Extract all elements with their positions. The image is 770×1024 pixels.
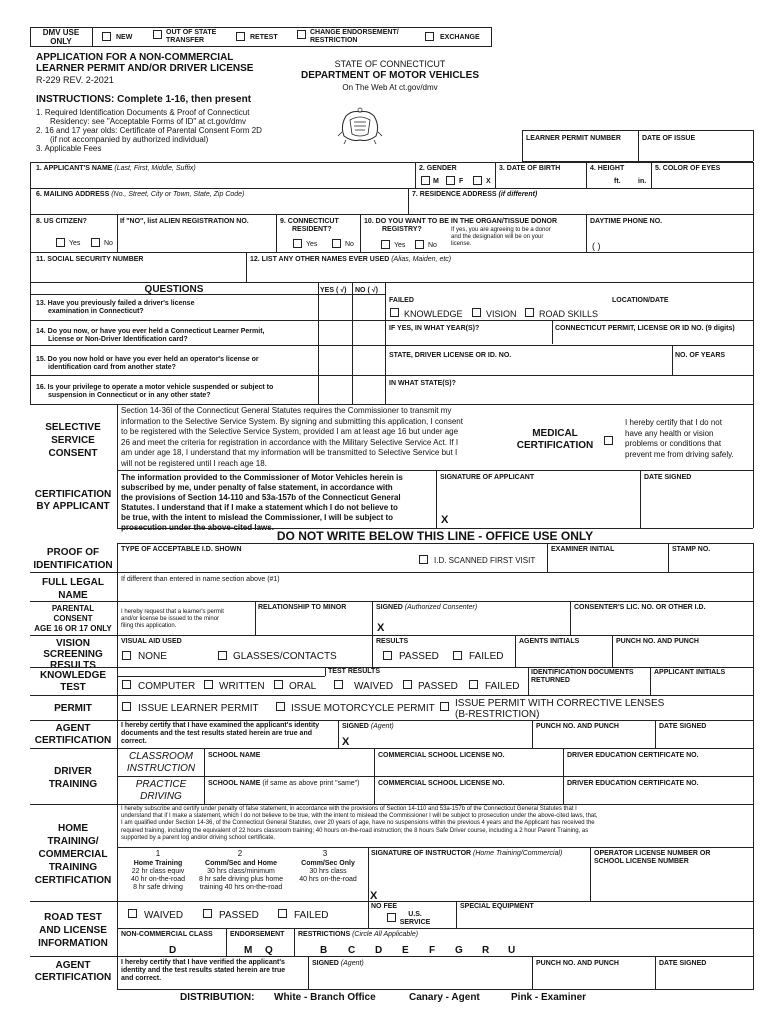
gender-m-label: M [433, 178, 439, 185]
no-fee-label: NO FEE [371, 903, 398, 910]
height-in-label: in. [638, 178, 647, 185]
issue-learner-permit-checkbox[interactable] [122, 702, 131, 711]
eye-color-label: 5. COLOR OF EYES [655, 165, 721, 172]
selective-service-text: Section 14-36l of the Connecticut General Statutes requires the Commissioner to transmit my information to the Selective Service System. By signing and submitting this application, I consent to be registered with the Selective Service System, provided I am at least age 16 but under age 26 and meet the criteria for registration in accordance with the Military Selective Service Act. If I am under age 18, I understand that my information will be transmitted to Selective Service but I will not be registered until I reach age 18. [121, 406, 463, 468]
id-scanned-checkbox[interactable] [419, 555, 428, 564]
out-of-state-checkbox[interactable] [153, 30, 162, 39]
restrictions-label: RESTRICTIONS (Circle All Applicable) [298, 931, 419, 938]
option-1-details: Home Training 22 hr class equiv 40 hr on-the-road 8 hr safe driving [130, 860, 186, 891]
issue-motorcycle-permit-label: ISSUE MOTORCYCLE PERMIT [291, 703, 435, 714]
date-signed-label: DATE SIGNED [644, 474, 692, 481]
failed-knowledge-checkbox[interactable] [390, 308, 399, 317]
examiner-initial-label: EXAMINER INITIAL [551, 546, 615, 553]
vision-passed-checkbox[interactable] [383, 651, 392, 660]
glasses-contacts-label: GLASSES/CONTACTS [233, 651, 337, 662]
agent-punch-label: PUNCH NO. AND PUNCH [536, 723, 619, 730]
question-13: 13. Have you previously failed a driver's license examination in Connecticut? [36, 300, 195, 315]
applicant-name-label: 1. APPLICANT'S NAME (Last, First, Middle, Suffix) [36, 165, 196, 172]
vision-screening-label: VISION SCREENING RESULTS [43, 638, 103, 671]
issue-learner-permit-label: ISSUE LEARNER PERMIT [138, 703, 259, 714]
consenter-license-label: CONSENTER'S LIC. NO. OR OTHER I.D. [574, 604, 706, 611]
parent-signed-label: SIGNED (Authorized Consenter) [376, 604, 478, 611]
restriction-b[interactable]: B [320, 945, 328, 956]
instructor-signature-x[interactable]: X [370, 890, 378, 902]
new-label: NEW [116, 34, 133, 41]
test-computer-label: COMPUTER [138, 681, 196, 692]
state-dl-label: STATE, DRIVER LICENSE OR ID. NO. [389, 352, 512, 359]
out-of-state-label: OUT OF STATE TRANSFER [166, 29, 217, 44]
restriction-f[interactable]: F [429, 945, 436, 956]
full-legal-name-label: FULL LEGAL NAME [41, 577, 105, 601]
endorsement-m[interactable]: M [244, 945, 253, 956]
endorsement-q[interactable]: Q [265, 945, 273, 956]
applicant-signature-x[interactable]: X [441, 514, 449, 526]
knowledge-test-label: KNOWLEDGE TEST [39, 670, 107, 693]
issue-corrective-lenses-label: ISSUE PERMIT WITH CORRECTIVE LENSES (B-RESTRICTION) [455, 698, 665, 720]
test-failed-checkbox[interactable] [469, 680, 478, 689]
agent-certification-label: AGENT CERTIFICATION [34, 723, 112, 746]
permit-label: PERMIT [54, 703, 92, 714]
us-citizen-no-label: No [104, 240, 113, 247]
agent-2-date-label: DATE SIGNED [659, 960, 707, 967]
office-use-banner: DO NOT WRITE BELOW THIS LINE - OFFICE USE ONLY [276, 529, 594, 543]
exchange-label: EXCHANGE [440, 34, 480, 41]
mailing-address-label: 6. MAILING ADDRESS (No., Street, City or Town, State, Zip Code) [36, 191, 245, 198]
ct-resident-yes-label: Yes [306, 241, 318, 248]
organ-donor-yes-label: Yes [394, 242, 406, 249]
what-years-label: IF YES, IN WHAT YEAR(S)? [389, 325, 480, 332]
medical-certification-text: I hereby certify that I do not have any health or vision problems or conditions that prevent me from driving safely. [625, 418, 734, 459]
agents-initials-label: AGENTS INITIALS [519, 638, 580, 645]
commercial-school-license-label-2: COMMERCIAL SCHOOL LICENSE NO. [378, 780, 505, 787]
no-column-header: NO ( √) [355, 287, 378, 294]
what-state-label: IN WHAT STATE(S)? [389, 380, 456, 387]
question-14: 14. Do you now, or have you ever held a Connecticut Learner Permit, License or Non-Driver Identification card? [36, 328, 265, 343]
agent-date-signed-label: DATE SIGNED [659, 723, 707, 730]
questions-title: QUESTIONS [144, 284, 204, 295]
change-endorsement-label: CHANGE ENDORSEMENT/ RESTRICTION [310, 29, 399, 44]
parental-consent-text: I hereby request that a learner's permit and/or license be issued to the minor filing this application. [121, 609, 224, 629]
test-computer-checkbox[interactable] [122, 680, 131, 689]
agent-signed-label: SIGNED (Agent) [342, 723, 394, 730]
distribution-canary: Canary - Agent [409, 992, 480, 1003]
parent-signature-x[interactable]: X [377, 622, 385, 634]
height-label: 4. HEIGHT [590, 165, 625, 172]
option-3-number: 3 [322, 849, 328, 858]
issue-motorcycle-permit-checkbox[interactable] [276, 702, 285, 711]
form-number: R-229 REV. 2-2021 [36, 75, 114, 85]
gender-x-label: X [486, 178, 491, 185]
road-waived-checkbox[interactable] [128, 909, 137, 918]
restriction-r[interactable]: R [482, 945, 490, 956]
organ-donor-label: 10. DO YOU WANT TO BE IN THE ORGAN/TISSUE DONOR REGISTRY? [364, 218, 558, 233]
operator-license-label: OPERATOR LICENSE NUMBER OR SCHOOL LICENSE NUMBER [594, 850, 711, 865]
state-name: STATE OF CONNECTICUT [334, 59, 446, 69]
endorsement-label: ENDORSEMENT [230, 931, 285, 938]
test-waived-checkbox[interactable] [334, 680, 343, 689]
restriction-u[interactable]: U [508, 945, 516, 956]
distribution-white: White - Branch Office [274, 992, 376, 1003]
road-passed-label: PASSED [219, 910, 259, 921]
failed-knowledge-label: KNOWLEDGE [404, 309, 463, 319]
test-passed-label: PASSED [418, 681, 458, 692]
gender-f-checkbox[interactable] [446, 176, 455, 185]
practice-driving-label: PRACTICE DRIVING [135, 779, 187, 802]
years-label: NO. OF YEARS [675, 352, 726, 359]
road-failed-label: FAILED [294, 910, 329, 921]
test-passed-checkbox[interactable] [403, 680, 412, 689]
class-d[interactable]: D [169, 945, 177, 956]
full-name-hint: If different than entered in name section above (#1) [121, 576, 280, 583]
driver-ed-cert-label: DRIVER EDUCATION CERTIFICATE NO. [567, 752, 699, 759]
road-failed-checkbox[interactable] [278, 909, 287, 918]
issue-corrective-lenses-checkbox[interactable] [440, 702, 449, 711]
test-results-label: TEST RESULTS [328, 668, 380, 675]
change-endorsement-checkbox[interactable] [297, 30, 306, 39]
alien-registration-label: If "NO", list ALIEN REGISTRATION NO. [120, 218, 249, 225]
gender-label: 2. GENDER [419, 165, 457, 172]
dmv-use-label: DMV USE ONLY [42, 28, 80, 46]
agent-certification-2-label: AGENT CERTIFICATION [34, 960, 112, 983]
home-training-label: HOME TRAINING/ COMMERCIAL TRAINING CERTIFICATION [34, 823, 112, 886]
restriction-c[interactable]: C [348, 945, 356, 956]
ssn-label: 11. SOCIAL SECURITY NUMBER [36, 256, 144, 263]
failed-label: FAILED [389, 297, 414, 304]
vision-passed-label: PASSED [399, 651, 439, 662]
test-oral-label: ORAL [289, 681, 317, 692]
agent-certification-2-text: I hereby certify that I have verified the applicant's identity and the test results stated herein are true and correct. [121, 959, 286, 982]
us-citizen-yes-label: Yes [69, 240, 81, 247]
organ-donor-no-checkbox[interactable] [415, 240, 424, 249]
phone-paren: ( ) [592, 241, 601, 251]
restriction-d[interactable]: D [375, 945, 383, 956]
website: On The Web At ct.gov/dmv [342, 83, 438, 92]
residence-address-label: 7. RESIDENCE ADDRESS (if different) [412, 191, 538, 198]
home-training-certification-text: I hereby subscribe and certify under penalty of false statement, in accordance with the provisions of Section 14-110 and 53a-157b of the Connecticut General Statutes that I understand that if I make a statement, which I do not believe to be true, with the intent to mislead the Commissioner I will be subject to prosecution under the above-cited laws, that, I am qualified under Section 14-36, of the Connecticut General Statutes, over 20 years of age, have no suspensions within the previous 4 years and the Applicant has received the required training, including the equivalent of 22 hours classroom training; 40 hours on-the-road instruction; the 8 hours Safe Driver course, including a 2 hour Parent Training, as supported by a parent log and/or driving school certificate. [121, 806, 598, 841]
us-citizen-yes-checkbox[interactable] [56, 238, 65, 247]
option-2-details: Comm/Sec and Home 30 hrs class/minimum 8 hr safe driving plus home training 40 hrs on-the-road [198, 860, 284, 891]
road-waived-label: WAIVED [144, 910, 184, 921]
id-scanned-label: I.D. SCANNED FIRST VISIT [434, 556, 536, 565]
road-passed-checkbox[interactable] [203, 909, 212, 918]
vision-results-label: RESULTS [376, 638, 409, 645]
certification-by-applicant-label: CERTIFICATION BY APPLICANT [34, 489, 112, 512]
option-2-number: 2 [237, 849, 243, 858]
non-commercial-class-label: NON-COMMERCIAL CLASS [121, 931, 213, 938]
gender-f-label: F [459, 178, 464, 185]
ct-resident-label: 9. CONNECTICUT RESIDENT? [280, 218, 339, 233]
proof-of-id-label: PROOF OF IDENTIFICATION [33, 547, 113, 571]
gender-x-checkbox[interactable] [473, 176, 482, 185]
applicant-certification-text: The information provided to the Commissioner of Motor Vehicles herein is subscribed by me, under penalty of false statement, in accordance with the provisions of Section 14-110 and 53a-157b of the Connecticut General Statutes. I understand that if I make a statement which I do not believe to be true, with the intent to mislead the Commissioner, I will be subject to prosecution under the above-cited laws. [121, 473, 403, 532]
instructions-title: INSTRUCTIONS: Complete 1-16, then present [36, 94, 252, 105]
department-name: DEPARTMENT OF MOTOR VEHICLES [301, 70, 479, 81]
organ-donor-note: If yes, you are agreeing to be a donor and the designation will be on your license. [451, 227, 551, 247]
ct-permit-number-label: CONNECTICUT PERMIT, LICENSE OR ID NO. (9 digits) [555, 325, 735, 332]
learner-permit-number-label: LEARNER PERMIT NUMBER [526, 135, 621, 142]
failed-road-skills-label: ROAD SKILLS [539, 309, 599, 319]
test-failed-label: FAILED [485, 681, 520, 692]
vision-none-label: NONE [138, 651, 167, 662]
medical-certification-label: MEDICAL CERTIFICATION [516, 428, 594, 451]
vision-failed-label: FAILED [469, 651, 504, 662]
gender-m-checkbox[interactable] [421, 176, 430, 185]
test-oral-checkbox[interactable] [274, 680, 283, 689]
driver-training-label: DRIVER TRAINING [48, 766, 98, 790]
id-docs-returned-label: IDENTIFICATION DOCUMENTS RETURNED [531, 669, 634, 684]
selective-service-label: SELECTIVE SERVICE CONSENT [45, 422, 101, 459]
date-of-issue-label: DATE OF ISSUE [642, 135, 696, 142]
other-names-label: 12. LIST ANY OTHER NAMES EVER USED (Alias, Maiden, etc) [250, 256, 452, 263]
organ-donor-no-label: No [428, 242, 437, 249]
instructions-list: 1. Required Identification Documents & Proof of Connecticut Residency: see "Acceptable Forms of ID" at ct.gov/dmv 2. 16 and 17 year olds: Certificate of Parental Consent Form 2D (if not accompanied by authorized individual) 3. Applicable Fees [36, 108, 262, 153]
instructor-signature-label: SIGNATURE OF INSTRUCTOR (Home Training/Commercial) [371, 850, 563, 857]
visual-aid-label: VISUAL AID USED [121, 638, 182, 645]
us-citizen-no-checkbox[interactable] [91, 238, 100, 247]
distribution-label: DISTRIBUTION: [180, 992, 255, 1003]
exchange-checkbox[interactable] [425, 32, 434, 41]
date-of-birth-label: 3. DATE OF BIRTH [499, 165, 561, 172]
state-seal [336, 106, 384, 146]
test-written-checkbox[interactable] [204, 680, 213, 689]
ct-resident-yes-checkbox[interactable] [293, 239, 302, 248]
school-name-label: SCHOOL NAME [208, 752, 261, 759]
special-equipment-label: SPECIAL EQUIPMENT [460, 903, 534, 910]
yes-column-header: YES ( √) [320, 287, 347, 294]
test-waived-label: WAIVED [354, 681, 394, 692]
restriction-g[interactable]: G [455, 945, 463, 956]
location-date-label: LOCATION/DATE [612, 297, 669, 304]
agent-2-punch-label: PUNCH NO. AND PUNCH [536, 960, 619, 967]
us-service-label: U.S. SERVICE [399, 911, 431, 926]
retest-checkbox[interactable] [236, 32, 245, 41]
driver-ed-cert-label-2: DRIVER EDUCATION CERTIFICATE NO. [567, 780, 699, 787]
failed-vision-label: VISION [486, 309, 517, 319]
vision-punch-label: PUNCH NO. AND PUNCH [616, 638, 699, 645]
agent-certification-text: I hereby certify that I have examined the applicant's identity documents and the test results stated herein are true and correct. [121, 722, 320, 745]
height-ft-label: ft. [614, 178, 621, 185]
agent-signature-x[interactable]: X [342, 736, 350, 748]
vision-failed-checkbox[interactable] [453, 651, 462, 660]
question-15: 15. Do you now hold or have you ever held an operator's license or identification card from another state? [36, 356, 259, 371]
road-test-label: ROAD TEST AND LICENSE INFORMATION [38, 912, 108, 949]
type-of-id-label: TYPE OF ACCEPTABLE I.D. SHOWN [121, 546, 242, 553]
parental-consent-label: PARENTAL CONSENT AGE 16 OR 17 ONLY [34, 604, 112, 633]
applicant-initials-label: APPLICANT INITIALS [654, 669, 726, 676]
option-1-number: 1 [155, 849, 161, 858]
signature-of-applicant-label: SIGNATURE OF APPLICANT [440, 474, 535, 481]
ct-resident-no-checkbox[interactable] [332, 239, 341, 248]
restriction-e[interactable]: E [402, 945, 409, 956]
distribution-pink: Pink - Examiner [511, 992, 587, 1003]
test-written-label: WRITTEN [219, 681, 265, 692]
medical-certification-checkbox[interactable] [604, 436, 613, 445]
ct-resident-no-label: No [345, 241, 354, 248]
failed-vision-checkbox[interactable] [472, 308, 481, 317]
glasses-contacts-checkbox[interactable] [218, 651, 227, 660]
stamp-no-label: STAMP NO. [672, 546, 711, 553]
form-title: APPLICATION FOR A NON-COMMERCIAL LEARNER PERMIT AND/OR DRIVER LICENSE [36, 52, 254, 74]
question-16: 16. Is your privilege to operate a motor vehicle suspended or subject to suspension in Connecticut or in any other state? [36, 384, 274, 399]
failed-road-skills-checkbox[interactable] [525, 308, 534, 317]
classroom-instruction-label: CLASSROOM INSTRUCTION [126, 751, 196, 774]
us-citizen-label: 8. US CITIZEN? [36, 218, 87, 225]
commercial-school-license-label: COMMERCIAL SCHOOL LICENSE NO. [378, 752, 505, 759]
us-service-checkbox[interactable] [387, 913, 396, 922]
vision-none-checkbox[interactable] [122, 651, 131, 660]
school-name-same-label: SCHOOL NAME (if same as above print "same") [208, 780, 360, 787]
new-checkbox[interactable] [102, 32, 111, 41]
daytime-phone-label: DAYTIME PHONE NO. [590, 218, 663, 225]
retest-label: RETEST [250, 34, 278, 41]
option-3-details: Comm/Sec Only 30 hrs class 40 hrs on-the-road [299, 860, 357, 883]
relationship-label: RELATIONSHIP TO MINOR [258, 604, 347, 611]
agent-2-signed-label: SIGNED (Agent) [312, 960, 364, 967]
organ-donor-yes-checkbox[interactable] [381, 240, 390, 249]
